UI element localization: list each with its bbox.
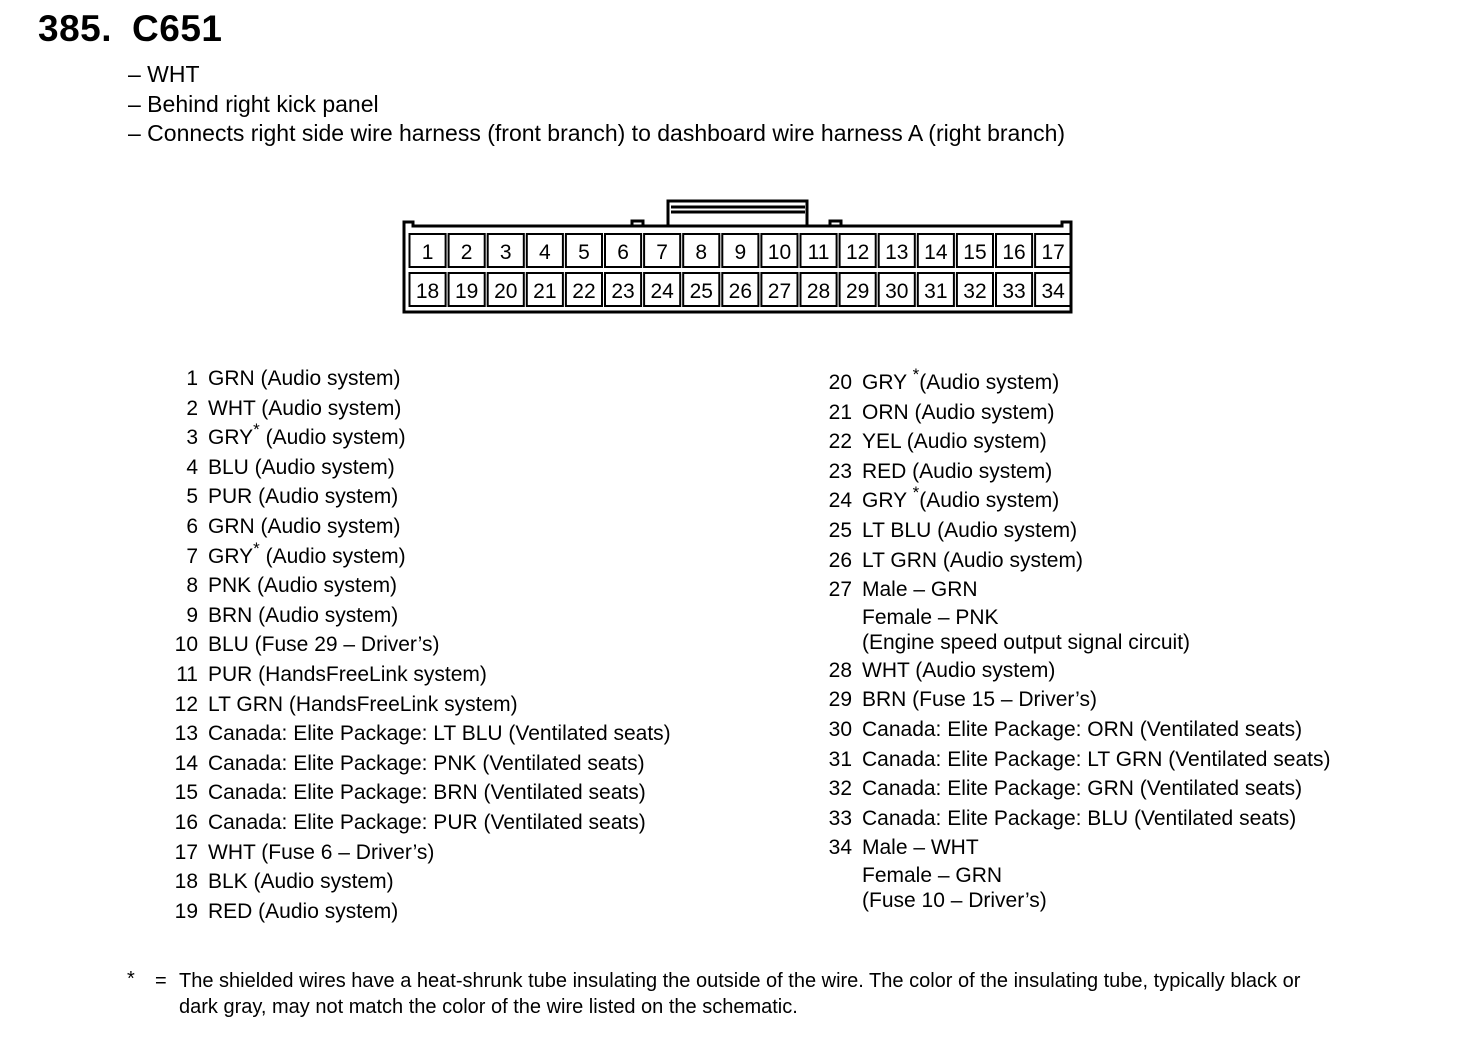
pin-entry-number: 27 (828, 578, 852, 602)
pin-entry-description (862, 365, 1060, 398)
pin-entry-description: WHT (Audio system) (862, 658, 1056, 682)
pin-number: 25 (689, 280, 713, 303)
connector-notes (128, 60, 1065, 149)
pin-entry-number: 7 (186, 544, 198, 568)
pin-entry-line3: (Fuse 10 – Driver’s) (862, 889, 1047, 913)
pin-entry-number: 10 (174, 633, 198, 657)
pin-entry (158, 482, 671, 512)
pin-entry (158, 420, 671, 453)
pin-entry (812, 427, 1330, 457)
footnote-star: * (127, 968, 135, 990)
pin-entry-number: 18 (174, 870, 198, 894)
pin-entry (158, 512, 671, 542)
pin-number: 2 (460, 241, 473, 264)
pin-entry-description: PUR (Audio system) (208, 485, 399, 509)
pin-entry-description: BLU (Audio system) (208, 455, 395, 479)
pin-entry-description (862, 483, 1060, 516)
pin-number: 18 (415, 280, 440, 303)
pin-entry-description: Canada: Elite Package: PNK (Ventilated seats) (208, 751, 645, 775)
pin-entry (812, 685, 1330, 715)
pin-entry (158, 838, 671, 868)
pin-entry-number: 30 (828, 717, 852, 741)
pin-entry-description: WHT (Fuse 6 – Driver’s) (208, 840, 435, 864)
pin-entry (812, 457, 1330, 487)
pin-number: 17 (1041, 241, 1065, 264)
pin-entry (158, 660, 671, 690)
pin-number: 24 (650, 280, 674, 303)
pin-entry (812, 483, 1330, 516)
pin-entry (158, 571, 671, 601)
pin-entry-number: 1 (186, 367, 198, 390)
pin-entry-description: RED (Audio system) (208, 899, 399, 923)
wire-color: GRY (208, 426, 254, 450)
pin-number: 26 (728, 280, 753, 303)
pin-entry-number: 17 (174, 840, 198, 864)
pin-entry (158, 630, 671, 660)
pin-number: 6 (617, 241, 629, 264)
pin-number: 28 (806, 280, 831, 303)
footnote-line-1: The shielded wires have a heat-shrunk tube insulating the outside of the wire. The color of the insulating tube, typically black or (179, 970, 1301, 992)
pin-entry (158, 453, 671, 483)
shielded-marker: * (912, 483, 920, 503)
pin-number: 9 (734, 241, 747, 264)
wire-circuit: (Audio system) (919, 371, 1060, 394)
pin-entry-number: 20 (828, 371, 852, 394)
pin-entry-number: 6 (186, 514, 198, 538)
pin-entry-description: GRN (Audio system) (208, 514, 401, 538)
pin-entry-description: ORN (Audio system) (862, 400, 1055, 424)
pin-entry-number: 34 (828, 836, 852, 860)
pin-entry-number: 31 (828, 747, 852, 771)
pin-entry-description (208, 538, 406, 572)
pin-number: 4 (539, 241, 551, 264)
pin-entry (812, 745, 1330, 775)
wire-color: GRY (862, 489, 907, 513)
pin-entry-number: 28 (828, 658, 852, 682)
pin-number: 13 (885, 241, 909, 264)
pin-entry-description: BRN (Fuse 15 – Driver’s) (862, 688, 1097, 712)
pin-number: 23 (611, 280, 635, 303)
pin-entry-description: RED (Audio system) (862, 459, 1053, 483)
shielded-marker: * (253, 538, 260, 558)
pin-entry (812, 365, 1330, 398)
connector-name: C651 (132, 8, 223, 49)
pin-entry (812, 575, 1330, 656)
pin-entry-number: 24 (828, 489, 852, 513)
pin-entry-description: PNK (Audio system) (208, 574, 398, 598)
pin-list-left (158, 364, 671, 926)
pin-entry-number: 32 (828, 777, 852, 801)
pin-entry-description: Canada: Elite Package: LT GRN (Ventilated seats) (862, 747, 1331, 771)
pin-number: 30 (885, 280, 909, 303)
pin-entry-number: 8 (186, 574, 198, 598)
pin-entry-number: 13 (174, 722, 198, 746)
pin-number: 29 (845, 280, 870, 303)
pin-entry-number: 21 (828, 400, 852, 424)
pin-entry-number: 12 (174, 692, 198, 716)
pin-entry (158, 538, 671, 572)
pin-entry-description: WHT (Audio system) (208, 396, 402, 420)
pin-entry (158, 778, 671, 808)
pin-entry-line2: Female – GRN (862, 863, 1003, 887)
pin-entry-line2: Female – PNK (862, 605, 999, 629)
pin-entry-description: LT GRN (Audio system) (862, 548, 1083, 572)
pin-entry-number: 19 (174, 899, 198, 923)
wire-circuit: (Audio system) (259, 544, 406, 568)
pin-entry-number: 16 (174, 810, 198, 834)
pin-entry-number: 23 (828, 459, 852, 483)
pin-entry-number: 33 (828, 806, 852, 830)
pin-number: 14 (924, 241, 948, 264)
pin-entry (812, 833, 1330, 914)
pin-entry-number: 25 (828, 518, 852, 542)
pin-entry (812, 715, 1330, 745)
pin-entry (812, 546, 1330, 576)
shielded-marker: * (912, 365, 920, 384)
pin-number: 21 (533, 280, 557, 303)
pin-entry (158, 897, 671, 927)
footnote-line-2: dark gray, may not match the color of the wire listed on the schematic. (179, 996, 798, 1018)
pin-entry-description: Canada: Elite Package: GRN (Ventilated seats) (862, 777, 1303, 801)
pin-number: 10 (767, 241, 792, 264)
pin-entry-description: YEL (Audio system) (862, 430, 1047, 454)
pin-entry-number: 2 (186, 396, 198, 420)
pin-entry (812, 774, 1330, 804)
pin-entry-description: Canada: Elite Package: BLU (Ventilated seats) (862, 806, 1297, 830)
pin-entry (158, 808, 671, 838)
connector-diagram (400, 198, 1080, 320)
pin-number: 32 (963, 280, 987, 303)
pin-entry-description (208, 420, 406, 453)
note-connects: – Connects right side wire harness (front branch) to dashboard wire harness A (right branch) (128, 120, 1066, 146)
pin-entry-number: 29 (828, 688, 852, 712)
pin-entry-description: Male – WHT (862, 836, 979, 860)
pin-number: 33 (1002, 280, 1026, 303)
pin-number: 20 (494, 280, 518, 303)
pin-entry (812, 656, 1330, 686)
footnote-equals: = (155, 970, 167, 992)
pin-entry-description: Canada: Elite Package: ORN (Ventilated seats) (862, 717, 1303, 741)
pin-number: 8 (695, 241, 708, 264)
pin-entry-number: 26 (828, 548, 852, 572)
pin-entry-description: LT GRN (HandsFreeLink system) (208, 692, 518, 716)
wire-color: GRY (862, 371, 907, 394)
pin-entry (158, 601, 671, 631)
pin-entry (812, 516, 1330, 546)
pin-entry-description: BLK (Audio system) (208, 870, 394, 894)
pin-number: 31 (924, 280, 948, 303)
page-title (38, 8, 222, 50)
pin-number: 3 (499, 241, 512, 264)
pin-entry-description: BLU (Fuse 29 – Driver’s) (208, 633, 440, 657)
note-color: – WHT (128, 61, 200, 87)
note-location: – Behind right kick panel (128, 90, 379, 117)
pin-number: 5 (578, 241, 590, 264)
pin-number: 34 (1041, 280, 1065, 303)
pin-entry-description: GRN (Audio system) (208, 367, 401, 390)
pin-number: 27 (767, 280, 792, 303)
pin-number: 15 (963, 241, 987, 264)
wire-color: GRY (208, 544, 254, 568)
pin-number: 1 (421, 241, 434, 264)
pin-entry-description: Canada: Elite Package: LT BLU (Ventilated seats) (208, 722, 671, 746)
pin-number: 16 (1002, 241, 1026, 264)
pin-number: 11 (807, 241, 830, 264)
pin-entry (812, 804, 1330, 834)
pin-entry-number: 22 (828, 430, 852, 454)
shielded-marker: * (253, 420, 260, 440)
pin-entry (158, 690, 671, 720)
pin-entry (158, 749, 671, 779)
pin-entry-number: 5 (186, 485, 198, 509)
pin-entry-description: Canada: Elite Package: PUR (Ventilated seats) (208, 810, 646, 834)
pin-entry-description: PUR (HandsFreeLink system) (208, 662, 487, 686)
pin-entry-number: 11 (176, 662, 198, 686)
pin-entry-description: Male – GRN (862, 578, 978, 602)
pin-number: 22 (572, 280, 596, 303)
wire-circuit: (Audio system) (259, 426, 406, 450)
pin-entry (158, 719, 671, 749)
pin-entry-number: 15 (174, 781, 198, 805)
pin-entry-number: 14 (174, 751, 198, 775)
pin-entry-number: 3 (186, 426, 198, 450)
pin-entry (158, 364, 671, 394)
wire-circuit: (Audio system) (919, 489, 1060, 513)
pin-entry (158, 867, 671, 897)
footnote-text (179, 968, 1449, 1020)
pin-entry-number: 4 (186, 455, 198, 479)
pin-entry-line3: (Engine speed output signal circuit) (862, 631, 1191, 655)
pin-entry (158, 394, 671, 424)
pin-list-right (812, 365, 1331, 914)
pin-entry (812, 398, 1330, 428)
pin-number: 19 (454, 280, 479, 303)
pin-number: 12 (845, 241, 870, 264)
pin-entry-number: 9 (186, 603, 198, 627)
pin-entry-description: Canada: Elite Package: BRN (Ventilated seats) (208, 781, 646, 805)
pin-entry-description: BRN (Audio system) (208, 603, 399, 627)
pin-number: 7 (656, 241, 668, 264)
pin-entry-description: LT BLU (Audio system) (862, 518, 1078, 542)
connector-number: 385. (38, 8, 113, 49)
